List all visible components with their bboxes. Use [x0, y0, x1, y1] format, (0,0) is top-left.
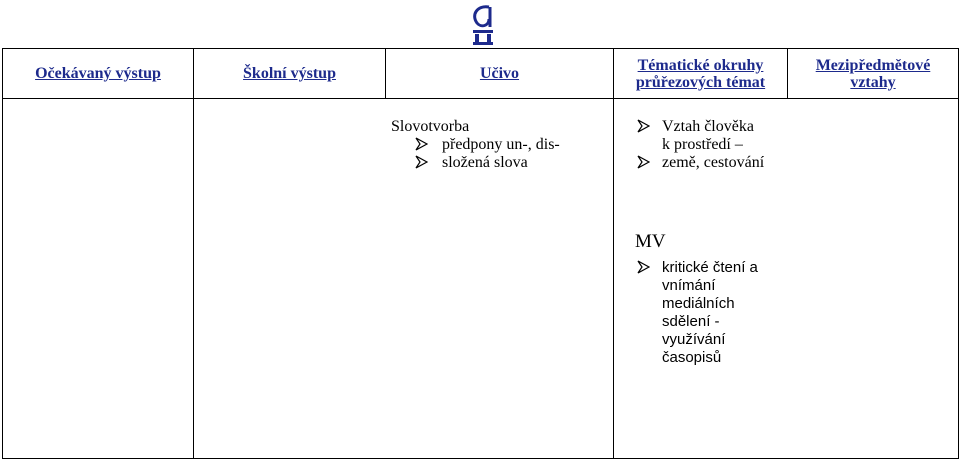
list-item: složená slova — [194, 154, 613, 172]
cell-tematicke-okruhy — [614, 99, 959, 459]
arrowhead-bullet-icon — [637, 155, 650, 169]
header-ucivo: Učivo — [386, 49, 614, 99]
header-row — [3, 49, 959, 99]
mv-label: MV — [635, 231, 666, 252]
ucivo-list — [194, 136, 613, 172]
mv-list — [614, 259, 958, 367]
arrowhead-bullet-icon — [637, 260, 650, 274]
school-logo-icon — [469, 3, 497, 45]
list-item: země, cestování — [614, 154, 958, 172]
cell-ocekavany-vystup — [3, 99, 194, 459]
list-item: předpony un-, dis- — [194, 136, 613, 154]
arrowhead-bullet-icon — [637, 119, 650, 133]
curriculum-table — [2, 48, 959, 459]
temata-list — [614, 118, 958, 172]
ucivo-heading: Slovotvorba — [391, 118, 470, 135]
arrowhead-bullet-icon — [415, 155, 428, 169]
list-item: Vztah člověka k prostředí – — [614, 118, 958, 154]
arrowhead-bullet-icon — [415, 137, 428, 151]
header-mezipredmetove-vztahy: Mezipředmětové vztahy — [788, 49, 959, 99]
list-item: kritické čtení a vnímání mediálních sdělení - využívání časopisů — [614, 259, 958, 367]
cell-skolni-vystup-ucivo — [194, 99, 614, 459]
content-row — [3, 99, 959, 459]
header-tematicke-okruhy: Tématické okruhy průřezových témat — [614, 49, 788, 99]
header-skolni-vystup: Školní výstup — [194, 49, 386, 99]
header-ocekavany-vystup: Očekávaný výstup — [3, 49, 194, 99]
